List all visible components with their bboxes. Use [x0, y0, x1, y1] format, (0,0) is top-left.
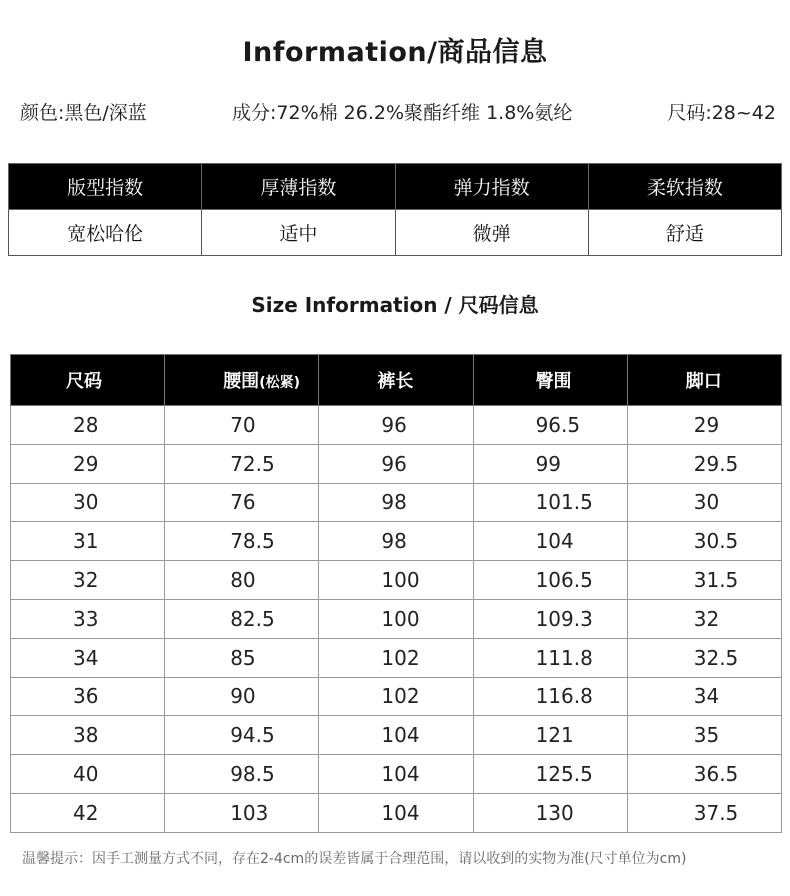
thickness-index-header: 厚薄指数: [202, 164, 395, 210]
size-header-row: [11, 355, 782, 406]
softness-index-value: 舒适: [588, 210, 781, 256]
hip-cell: 130: [473, 793, 627, 832]
softness-index-header: 柔软指数: [588, 164, 781, 210]
length-cell: 98: [319, 483, 473, 522]
waist-cell: 72.5: [165, 444, 319, 483]
index-value-row: [9, 210, 782, 256]
table-row: [11, 483, 782, 522]
waist-cell: 76: [165, 483, 319, 522]
size-table: [10, 354, 782, 833]
waist-cell: 94.5: [165, 716, 319, 755]
size-cell: 33: [11, 599, 165, 638]
length-cell: 104: [319, 793, 473, 832]
size-section-title: Size Information / 尺码信息: [251, 293, 539, 317]
size-cell: 28: [11, 406, 165, 445]
leg-opening-cell: 30.5: [627, 522, 781, 561]
waist-cell: 85: [165, 638, 319, 677]
table-row: [11, 599, 782, 638]
length-cell: 96: [319, 406, 473, 445]
length-cell: 102: [319, 638, 473, 677]
waist-cell: 103: [165, 793, 319, 832]
length-cell: 100: [319, 561, 473, 600]
leg-opening-cell: 31.5: [627, 561, 781, 600]
table-row: [11, 638, 782, 677]
size-cell: 32: [11, 561, 165, 600]
leg-opening-cell: 37.5: [627, 793, 781, 832]
elasticity-index-header: 弹力指数: [395, 164, 588, 210]
table-row: [11, 716, 782, 755]
length-cell: 96: [319, 444, 473, 483]
waist-cell: 82.5: [165, 599, 319, 638]
fit-index-header: 版型指数: [9, 164, 202, 210]
size-cell: 42: [11, 793, 165, 832]
size-cell: 30: [11, 483, 165, 522]
hip-cell: 104: [473, 522, 627, 561]
hip-cell: 125.5: [473, 755, 627, 794]
leg-opening-header: 脚口: [627, 355, 781, 406]
leg-opening-cell: 29.5: [627, 444, 781, 483]
table-row: [11, 522, 782, 561]
waist-cell: 70: [165, 406, 319, 445]
hip-cell: 109.3: [473, 599, 627, 638]
length-cell: 100: [319, 599, 473, 638]
length-cell: 104: [319, 755, 473, 794]
waist-header-note: (松紧): [259, 375, 300, 391]
page-title: Information/商品信息: [242, 37, 548, 68]
hip-cell: 111.8: [473, 638, 627, 677]
leg-opening-cell: 29: [627, 406, 781, 445]
leg-opening-cell: 32.5: [627, 638, 781, 677]
elasticity-index-value: 微弹: [395, 210, 588, 256]
hip-cell: 121: [473, 716, 627, 755]
size-range-spec: 尺码:28~42: [667, 102, 776, 124]
waist-cell: 98.5: [165, 755, 319, 794]
size-cell: 38: [11, 716, 165, 755]
size-table-body: [11, 406, 782, 833]
color-spec: 颜色:黑色/深蓝: [20, 102, 147, 124]
product-specs: [0, 98, 790, 128]
size-header: 尺码: [11, 355, 165, 406]
length-cell: 98: [319, 522, 473, 561]
table-row: [11, 444, 782, 483]
table-row: [11, 793, 782, 832]
waist-header: [165, 355, 319, 406]
thickness-index-value: 适中: [202, 210, 395, 256]
fit-index-value: 宽松哈伦: [9, 210, 202, 256]
measurement-note: 温馨提示：因手工测量方式不同，存在2-4cm的误差皆属于合理范围，请以收到的实物为准(尺寸单位为cm): [22, 851, 687, 867]
hip-header: 臀围: [473, 355, 627, 406]
hip-cell: 101.5: [473, 483, 627, 522]
hip-cell: 99: [473, 444, 627, 483]
waist-cell: 90: [165, 677, 319, 716]
hip-cell: 96.5: [473, 406, 627, 445]
length-cell: 102: [319, 677, 473, 716]
table-row: [11, 755, 782, 794]
waist-header-label: 腰围: [223, 371, 260, 392]
length-cell: 104: [319, 716, 473, 755]
size-cell: 29: [11, 444, 165, 483]
table-row: [11, 561, 782, 600]
index-table: [8, 163, 782, 256]
table-row: [11, 677, 782, 716]
table-row: [11, 406, 782, 445]
size-cell: 31: [11, 522, 165, 561]
leg-opening-cell: 35: [627, 716, 781, 755]
size-cell: 36: [11, 677, 165, 716]
index-header-row: [9, 164, 782, 210]
leg-opening-cell: 32: [627, 599, 781, 638]
composition-spec: 成分:72%棉 26.2%聚酯纤维 1.8%氨纶: [232, 102, 573, 124]
length-header: 裤长: [319, 355, 473, 406]
leg-opening-cell: 34: [627, 677, 781, 716]
size-cell: 34: [11, 638, 165, 677]
leg-opening-cell: 36.5: [627, 755, 781, 794]
hip-cell: 106.5: [473, 561, 627, 600]
waist-cell: 78.5: [165, 522, 319, 561]
waist-cell: 80: [165, 561, 319, 600]
hip-cell: 116.8: [473, 677, 627, 716]
size-cell: 40: [11, 755, 165, 794]
leg-opening-cell: 30: [627, 483, 781, 522]
